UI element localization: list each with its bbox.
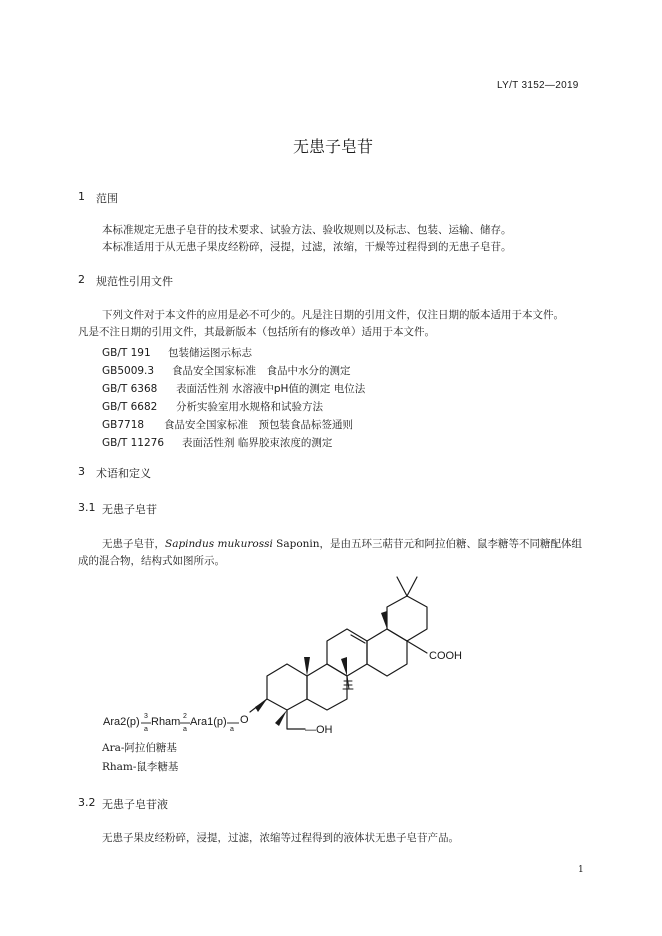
section-1-paragraph-1: 本标准规定无患子皂苷的技术要求、试验方法、验收规则以及标志、包装、运输、储存。 xyxy=(102,224,512,236)
linkage-2-bottom: a xyxy=(183,726,187,733)
reference-title: 食品安全国家标准 预包装食品标签通则 xyxy=(164,419,353,431)
sugar-chain xyxy=(103,713,239,733)
section-2-number: 2 xyxy=(78,273,85,286)
definition-text-start: 无患子皂苷， xyxy=(102,538,165,550)
reference-item xyxy=(102,417,353,432)
reference-title: 表面活性剂 水溶液中pH值的测定 电位法 xyxy=(176,383,366,395)
stereo-wedges xyxy=(255,611,387,726)
ara2-label: Ara2(p) xyxy=(103,716,140,728)
legend-ara: Ara-阿拉伯糖基 xyxy=(102,742,177,754)
reference-code: GB7718 xyxy=(102,419,145,431)
page-title: 无患子皂苷 xyxy=(293,137,374,156)
section-3-number: 3 xyxy=(78,465,85,478)
section-2-title: 规范性引用文件 xyxy=(96,275,173,288)
page-number: 1 xyxy=(578,865,584,875)
section-3-1-number: 3.1 xyxy=(78,501,96,514)
section-2-paragraph-line-1: 下列文件对于本文件的应用是必不可少的。凡是注日期的引用文件，仅注日期的版本适用于本文件。 xyxy=(102,309,564,321)
linkage-1-top: 3 xyxy=(144,713,148,720)
oxygen-label: O xyxy=(240,714,249,726)
reference-code: GB5009.3 xyxy=(102,365,155,377)
reference-code: GB/T 11276 xyxy=(102,437,165,449)
molecular-skeleton xyxy=(250,577,427,729)
section-3-2-number: 3.2 xyxy=(78,796,96,809)
section-3-2-paragraph: 无患子果皮经粉碎，浸提，过滤，浓缩等过程得到的液体状无患子皂苷产品。 xyxy=(102,832,459,844)
latin-name: Sapindus mukurossi xyxy=(165,538,273,550)
legend-rham: Rham-鼠李糖基 xyxy=(102,761,179,773)
reference-code: GB/T 6682 xyxy=(102,401,158,413)
reference-title: 分析实验室用水规格和试验方法 xyxy=(176,401,323,413)
reference-title: 表面活性剂 临界胶束浓度的测定 xyxy=(182,437,333,449)
reference-title: 食品安全国家标准 食品中水分的测定 xyxy=(172,365,351,377)
section-1-number: 1 xyxy=(78,190,85,203)
section-3-2-title: 无患子皂苷液 xyxy=(102,798,168,811)
linkage-3-bottom: a xyxy=(230,726,234,733)
standard-number: LY/T 3152—2019 xyxy=(497,80,579,91)
linkage-2-top: 2 xyxy=(183,713,187,720)
reference-item xyxy=(102,399,323,414)
section-3-1-paragraph-line-2: 成的混合物，结构式如图所示。 xyxy=(78,555,225,567)
section-2-paragraph-line-2: 凡是不注日期的引用文件，其最新版本（包括所有的修改单）适用于本文件。 xyxy=(78,326,435,338)
section-1-paragraph-2: 本标准适用于从无患子果皮经粉碎，浸提，过滤，浓缩，干燥等过程得到的无患子皂苷。 xyxy=(102,241,512,253)
reference-item xyxy=(102,381,365,396)
reference-title: 包装储运图示标志 xyxy=(168,347,252,359)
reference-code: GB/T 191 xyxy=(102,347,151,359)
reference-item xyxy=(102,363,351,378)
cooh-label: COOH xyxy=(429,650,462,662)
section-1-title: 范围 xyxy=(96,192,118,205)
rham-label: Rham xyxy=(151,716,181,728)
saponin-structure-diagram xyxy=(95,565,495,745)
section-3-1-title: 无患子皂苷 xyxy=(102,503,157,516)
ara1-label: Ara1(p) xyxy=(190,716,227,728)
section-3-title: 术语和定义 xyxy=(96,467,151,480)
section-3-1-paragraph-line-1 xyxy=(102,536,582,552)
hydroxyl-label: —OH xyxy=(305,724,333,736)
definition-text-rest: Saponin，是由五环三萜苷元和阿拉伯糖、鼠李糖等不同糖配体组 xyxy=(272,538,583,550)
reference-code: GB/T 6368 xyxy=(102,383,158,395)
linkage-1-bottom: a xyxy=(144,726,148,733)
reference-item xyxy=(102,435,332,450)
reference-item xyxy=(102,345,252,360)
